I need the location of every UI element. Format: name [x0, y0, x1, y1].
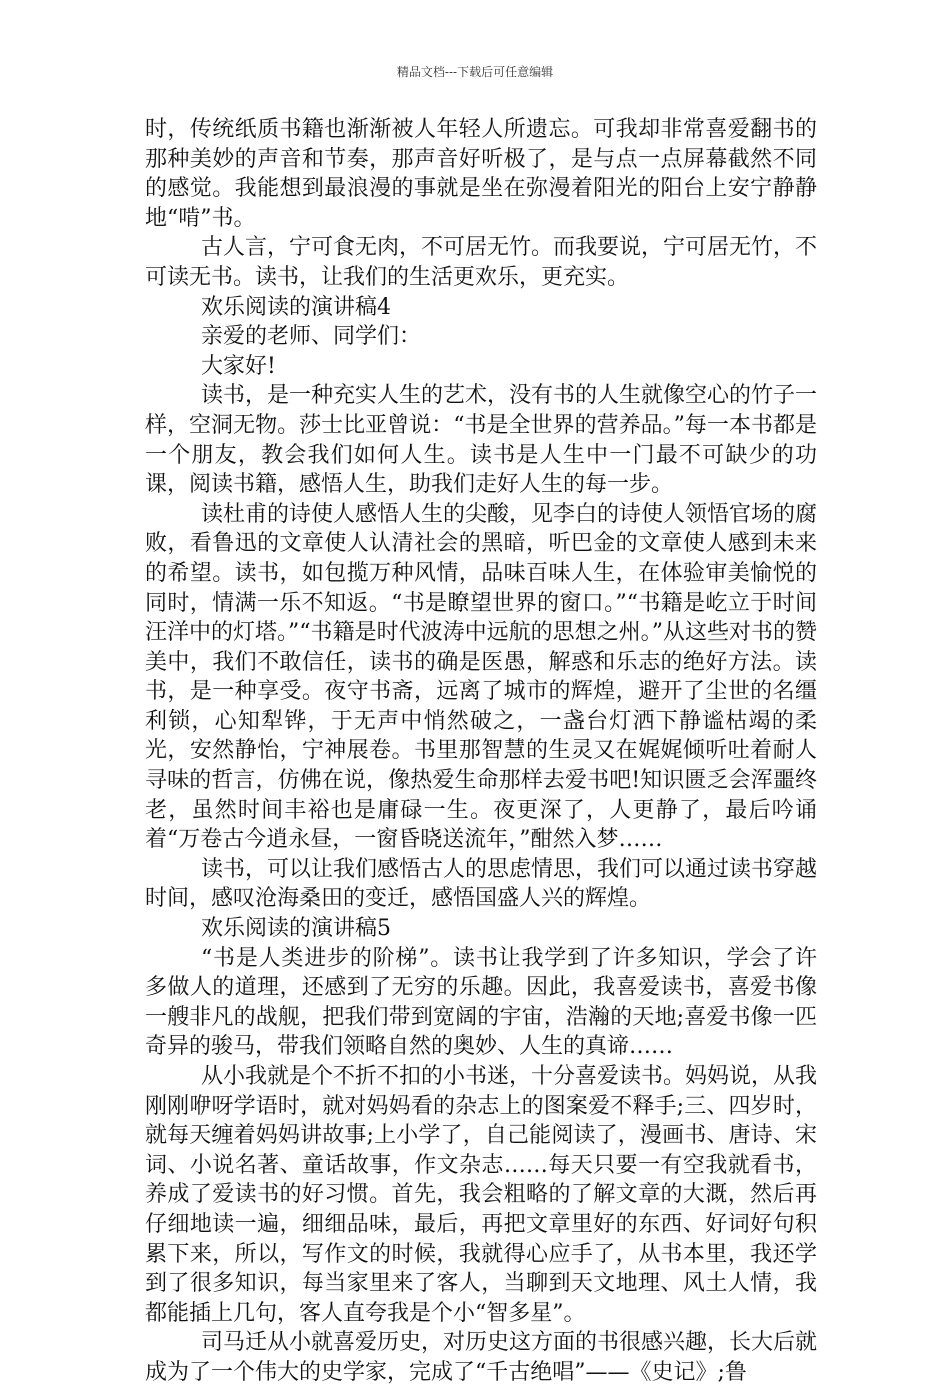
section-heading: 欢乐阅读的演讲稿5: [201, 916, 391, 942]
salutation: 亲爱的老师、同学们：: [201, 324, 422, 350]
document-body: [145, 115, 817, 1388]
section-heading: 欢乐阅读的演讲稿4: [201, 294, 391, 320]
paragraph: 读书，可以让我们感悟古人的思虑情思，我们可以通过读书穿越时间，感叹沧海桑田的变迁，感悟国盛人兴的辉煌。: [145, 856, 818, 912]
paragraph: 从小我就是个不折不扣的小书迷，十分喜爱读书。妈妈说，从我刚刚咿呀学语时，就对妈妈看的杂志上的图案爱不释手;三、四岁时，就每天缠着妈妈讲故事;上小学了，自己能阅读了，漫画书、唐诗、宋词、小说名著、童话故事，作文杂志……每天只要一有空我就看书，养成了爱读书的好习惯。首先，我会粗略的了解文章的大溉，然后再仔细地读一遍，细细品味，最后，再把文章里好的东西、好词好句积累下来，所以，写作文的时候，我就得心应手了，从书本里，我还学到了很多知识，每当家里来了客人，当聊到天文地理、风土人情，我都能插上几句，客人直夸我是个小“智多星”。: [145, 1064, 818, 1326]
paragraph: 司马迁从小就喜爱历史，对历史这方面的书很感兴趣，长大后就成为了一个伟大的史学家，完成了“千古绝唱”——《史记》;鲁: [145, 1330, 818, 1385]
paragraph-continuation: 时，传统纸质书籍也渐渐被人年轻人所遗忘。可我却非常喜爱翻书的那种美妙的声音和节奏，那声音好听极了，是与点一点屏幕截然不同的感觉。我能想到最浪漫的事就是坐在弥漫着阳光的阳台上安宁静静地“啃”书。: [145, 117, 817, 231]
paragraph: 古人言，宁可食无肉，不可居无竹。而我要说，宁可居无竹，不可读无书。读书，让我们的生活更欢乐，更充实。: [145, 235, 818, 290]
page-header: 精品文档---下载后可任意编辑: [396, 65, 554, 79]
paragraph: 读杜甫的诗使人感悟人生的尖酸，见李白的诗使人领悟官场的腐败，看鲁迅的文章使人认清社会的黑暗，听巴金的文章使人感到未来的希望。读书，如包揽万种风情，品味百味人生，在体验审美愉悦的同时，情满一乐不知返。“书是瞭望世界的窗口。”“书籍是屹立于时间汪洋中的灯塔。”“书籍是时代波涛中远航的思想之州。”从这些对书的赞美中，我们不敢信任，读书的确是医愚，解惑和乐志的绝好方法。读书，是一种享受。夜守书斋，远离了城市的辉煌，避开了尘世的名缰利锁，心知犁铧，于无声中悄然破之，一盏台灯洒下静谧枯竭的柔光，安然静怡，宁神展卷。书里那智慧的生灵又在娓娓倾听吐着耐人寻味的哲言，仿佛在说，像热爱生命那样去爱书吧!知识匮乏会浑噩终老，虽然时间丰裕也是庸碌一生。夜更深了，人更静了，最后吟诵着“万卷古今逍永昼，一窗昏晓送流年，”酣然入梦……: [145, 501, 818, 853]
greeting: 大家好!: [201, 353, 276, 379]
paragraph: “书是人类进步的阶梯”。读书让我学到了许多知识，学会了许多做人的道理，还感到了无穷的乐趣。因此，我喜爱读书，喜爱书像一艘非凡的战舰，把我们带到宽阔的宇宙，浩瀚的天地;喜爱书像一匹奇异的骏马，带我们领略自然的奥妙、人生的真谛……: [145, 945, 817, 1060]
paragraph: 读书，是一种充实人生的艺术，没有书的人生就像空心的竹子一样，空洞无物。莎士比亚曾说：“书是全世界的营养品。”每一本书都是一个朋友，教会我们如何人生。读书是人生中一门最不可缺少的功课，阅读书籍，感悟人生，助我们走好人生的每一步。: [145, 383, 818, 498]
